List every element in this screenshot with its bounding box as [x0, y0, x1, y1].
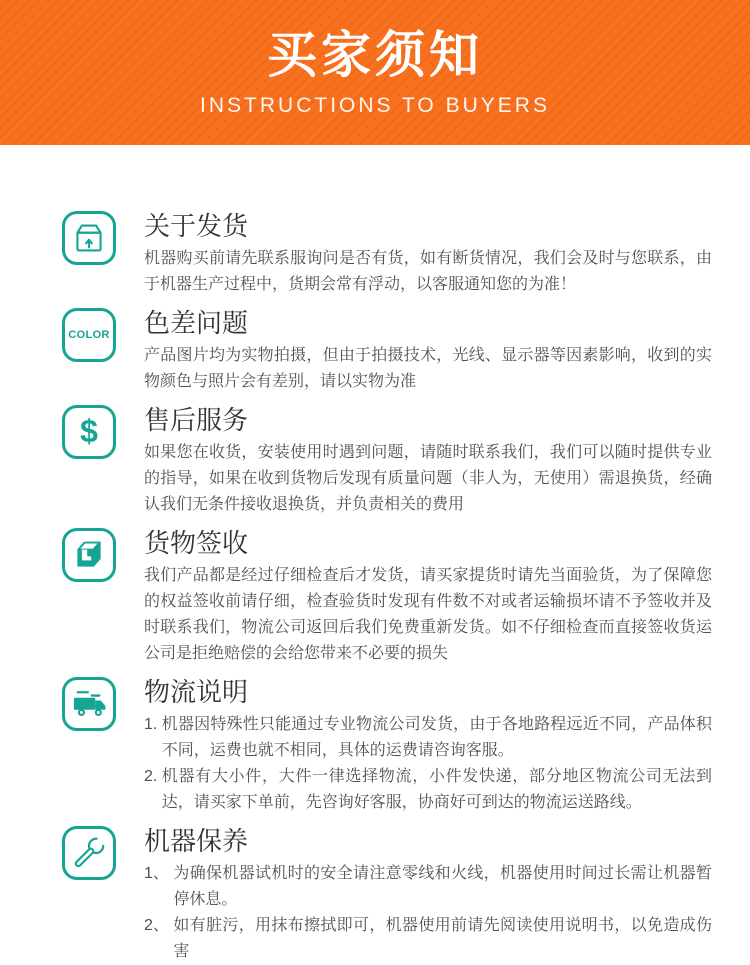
truck-icon [62, 677, 116, 731]
list-text: 为确保机器试机时的安全请注意零线和火线，机器使用时间过长需让机器暂停休息。 [173, 865, 712, 908]
section-body-goods-receipt: 我们产品都是经过仔细检查后才发货，请买家提货时请先当面验货，为了保障您的权益签收前请仔细，检查验货时发现有件数不对或者运输损坏请不予签收并及时联系我们，物流公司返回后我们免费重新发货。如不仔细检查而直接签收货运公司是拒绝赔偿的会给您带来不必要的损失 [144, 567, 712, 662]
list-text: 如有脏污，用抹布擦拭即可，机器使用前请先阅读使用说明书，以免造成伤害 [173, 917, 712, 960]
list-item [144, 861, 712, 913]
sections-container [0, 145, 750, 965]
list-item [144, 764, 712, 816]
section-goods-receipt [62, 528, 712, 667]
page-title: 买家须知 [267, 26, 483, 83]
list-text: 机器因特殊性只能通过专业物流公司发货，由于各地路程远近不同，产品体积不同，运费也就不相同，具体的运费请咨询客服。 [161, 716, 712, 759]
section-title-maintenance: 机器保养 [144, 826, 249, 856]
list-text: 机器有大小件，大件一律选择物流，小件发快递，部分地区物流公司无法到达，请买家下单前，先咨询好客服，协商好可到达的物流运送路线。 [161, 768, 712, 811]
section-title-logistics: 物流说明 [144, 677, 249, 707]
list-marker: 2、 [144, 917, 174, 934]
dollar-icon [62, 405, 116, 459]
color-icon-label: COLOR [68, 329, 110, 341]
dollar-icon-glyph: $ [80, 413, 98, 450]
package-icon [62, 211, 116, 265]
header-banner [0, 0, 750, 145]
list-marker: 1. [144, 716, 162, 733]
list-item [144, 913, 712, 965]
list-marker: 2. [144, 768, 162, 785]
section-title-after-sales: 售后服务 [144, 405, 249, 435]
page-subtitle: INSTRUCTIONS TO BUYERS [200, 93, 550, 117]
section-after-sales [62, 405, 712, 518]
section-title-goods-receipt: 货物签收 [144, 528, 249, 558]
section-title-color: 色差问题 [144, 308, 249, 338]
section-logistics [62, 677, 712, 816]
section-maintenance [62, 826, 712, 965]
section-shipping [62, 211, 712, 298]
section-body-shipping: 机器购买前请先联系服询问是否有货，如有断货情况，我们会及时与您联系，由于机器生产过程中，货期会常有浮动，以客服通知您的为准！ [144, 250, 712, 293]
section-body-after-sales: 如果您在收货，安装使用时遇到问题，请随时联系我们，我们可以随时提供专业的指导，如果在收到货物后发现有质量问题（非人为，无使用）需退换货，经确认我们无条件接收退换货，并负责相关的费用 [144, 444, 712, 513]
list-marker: 1、 [144, 865, 174, 882]
wrench-icon [62, 826, 116, 880]
color-icon [62, 308, 116, 362]
parcel-icon [62, 528, 116, 582]
section-body-color: 产品图片均为实物拍摄，但由于拍摄技术，光线、显示器等因素影响，收到的实物颜色与照片会有差别，请以实物为准 [144, 347, 712, 390]
section-title-shipping: 关于发货 [144, 211, 249, 241]
section-color-difference [62, 308, 712, 395]
list-item [144, 712, 712, 764]
